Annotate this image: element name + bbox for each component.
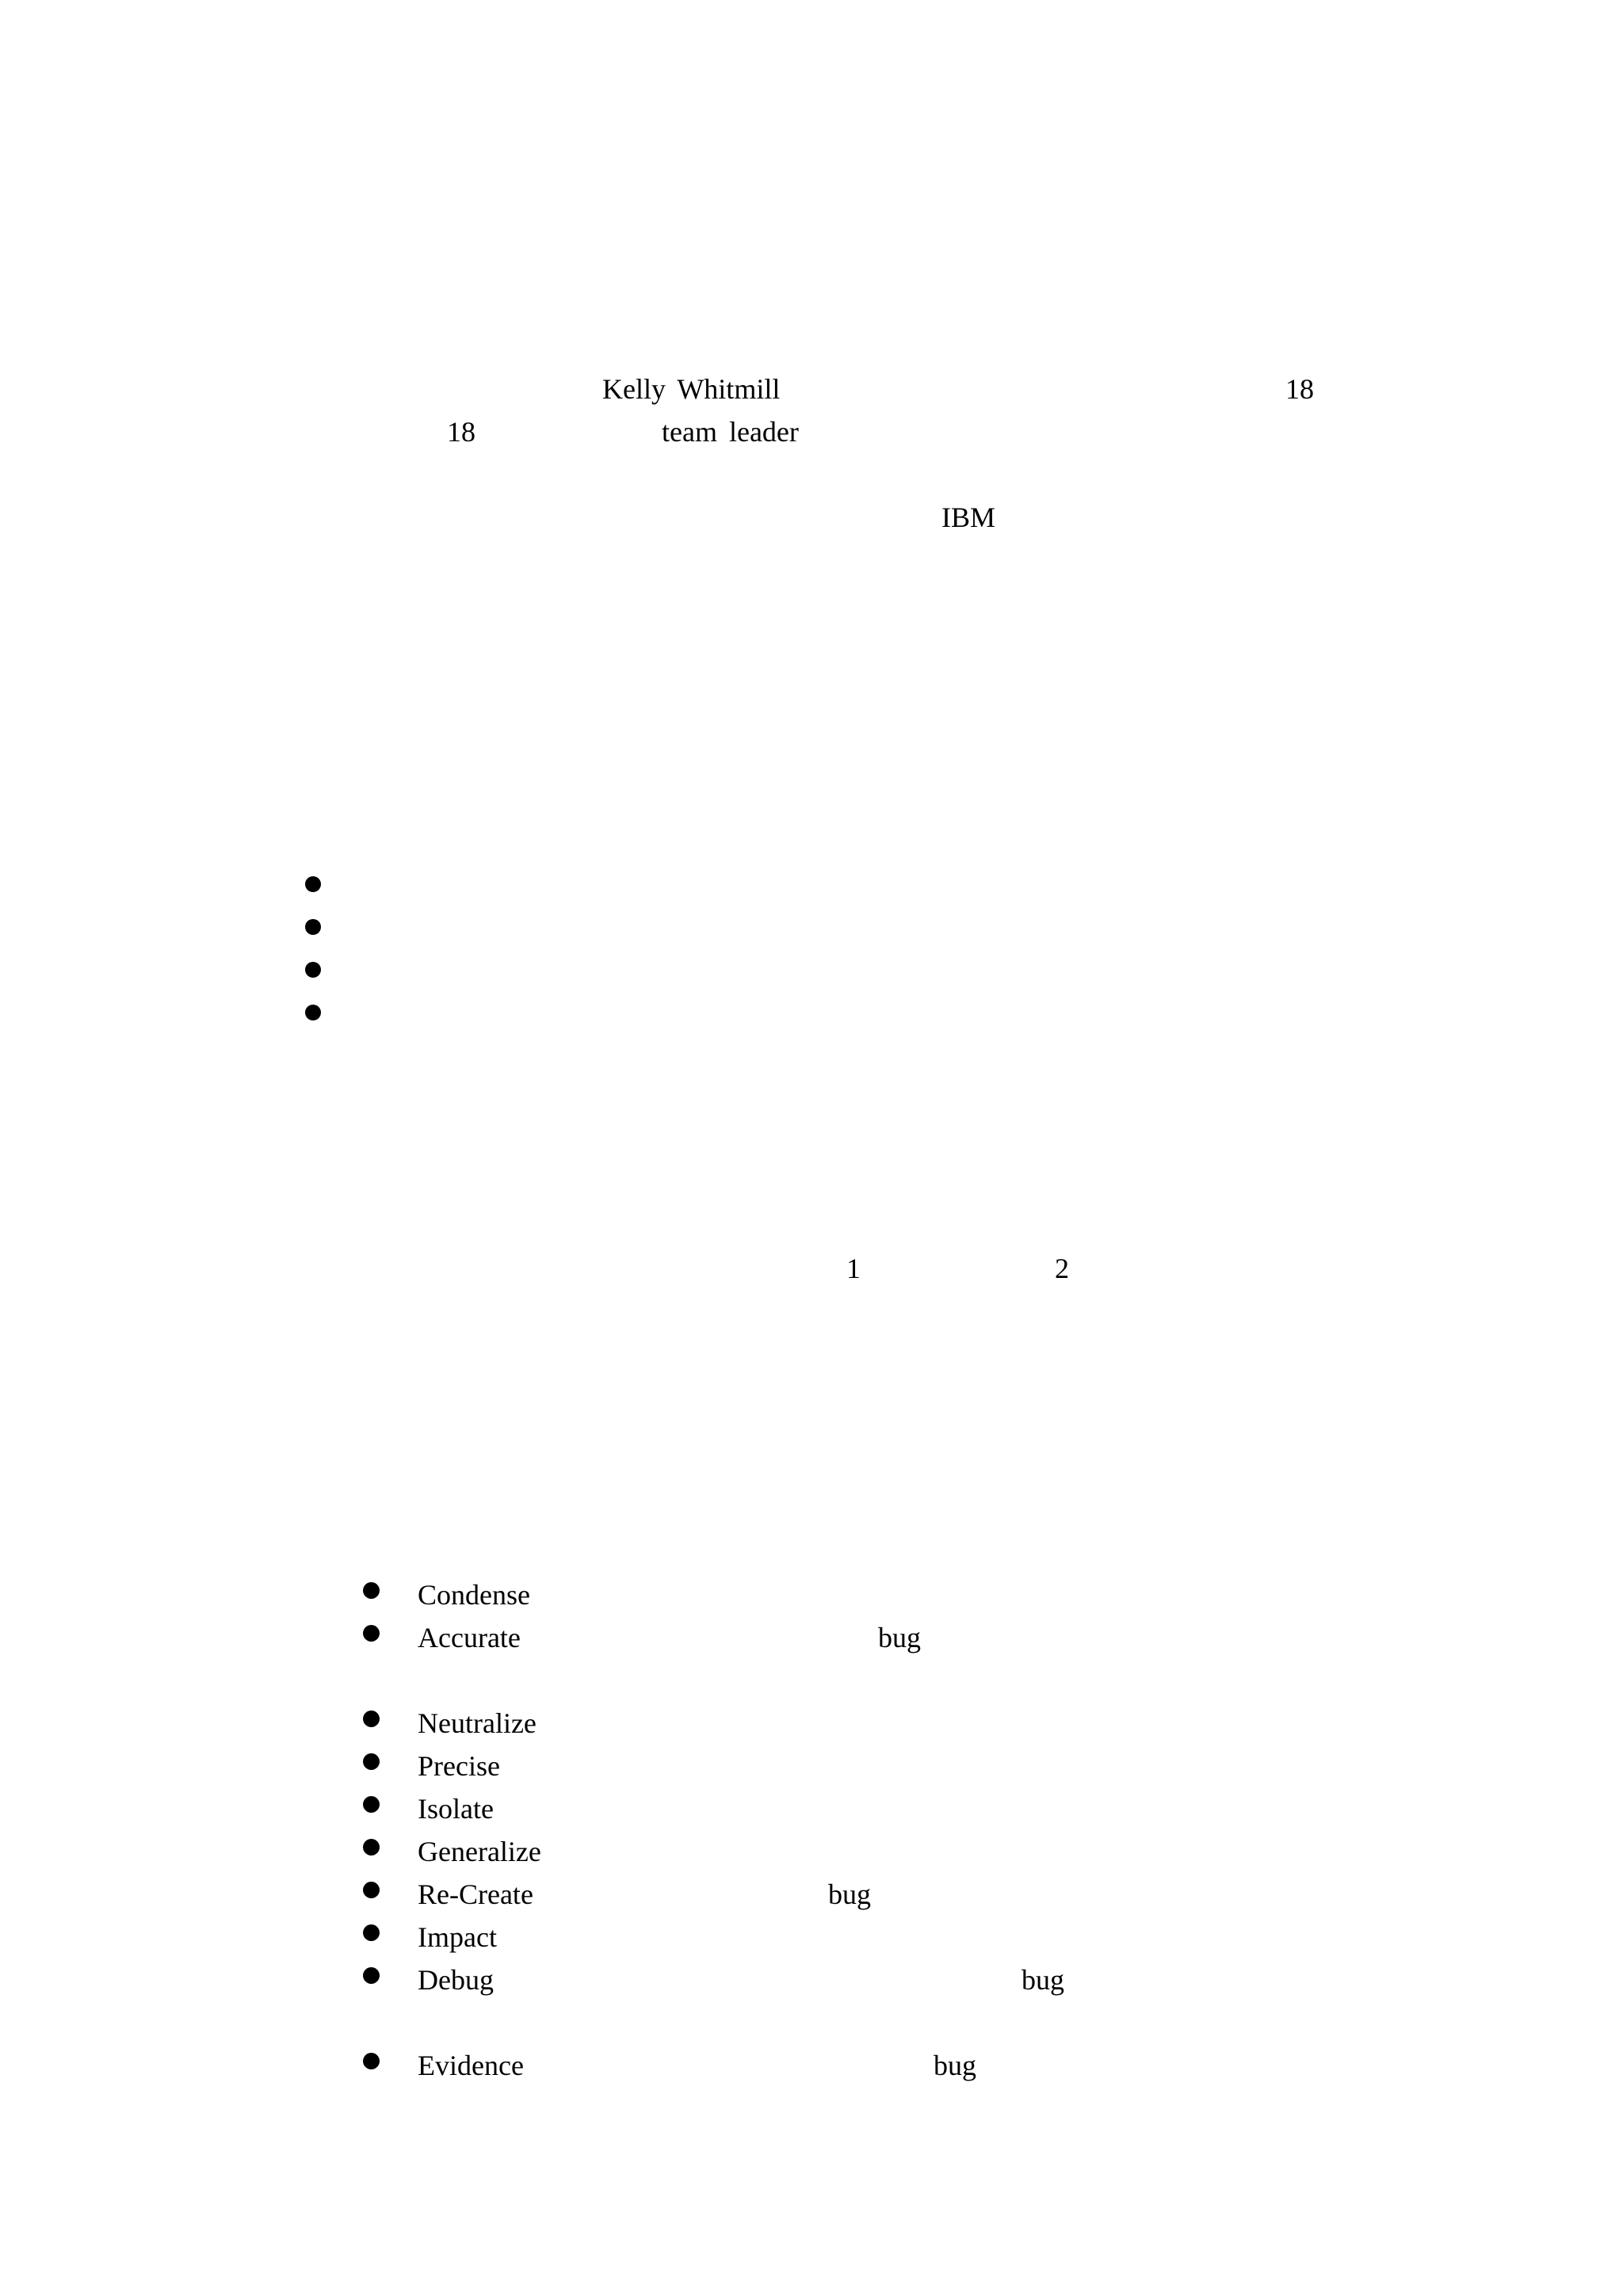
- list-item-label: Accurate: [418, 1622, 521, 1653]
- bullet-icon: [363, 2053, 380, 2069]
- intro-role: team leader: [662, 416, 799, 448]
- intro-number-1: 18: [1285, 373, 1314, 405]
- list-item-term: bug: [878, 1622, 921, 1653]
- figure-ref-1: 1: [846, 1253, 861, 1284]
- bullet-icon: [305, 962, 321, 978]
- bullet-icon: [363, 1839, 380, 1855]
- bullet-icon: [363, 1924, 380, 1941]
- bullet-icon: [363, 1882, 380, 1898]
- company-name: IBM: [941, 502, 996, 533]
- bullet-icon: [305, 1005, 321, 1020]
- list-item-label: Isolate: [418, 1793, 494, 1825]
- list-item-label: Impact: [418, 1921, 497, 1953]
- figure-ref-2: 2: [1055, 1253, 1069, 1284]
- list-item-term: bug: [934, 2050, 976, 2081]
- bullet-icon: [305, 876, 321, 892]
- bullet-icon: [363, 1625, 380, 1642]
- list-item-label: Condense: [418, 1579, 530, 1611]
- list-item-label: Debug: [418, 1964, 494, 1996]
- bullet-icon: [363, 1582, 380, 1599]
- list-item-label: Neutralize: [418, 1707, 537, 1739]
- list-item-label: Precise: [418, 1750, 500, 1782]
- intro-number-2: 18: [447, 416, 475, 448]
- list-item-label: Generalize: [418, 1836, 541, 1867]
- person-name: Kelly Whitmill: [602, 373, 781, 405]
- bullet-icon: [363, 1967, 380, 1984]
- list-item-term: bug: [1022, 1964, 1064, 1996]
- bullet-icon: [305, 919, 321, 935]
- list-item-label: Re-Create: [418, 1878, 533, 1910]
- bullet-icon: [363, 1796, 380, 1813]
- list-item-label: Evidence: [418, 2050, 524, 2081]
- bullet-icon: [363, 1753, 380, 1770]
- list-item-term: bug: [828, 1878, 871, 1910]
- bullet-icon: [363, 1711, 380, 1727]
